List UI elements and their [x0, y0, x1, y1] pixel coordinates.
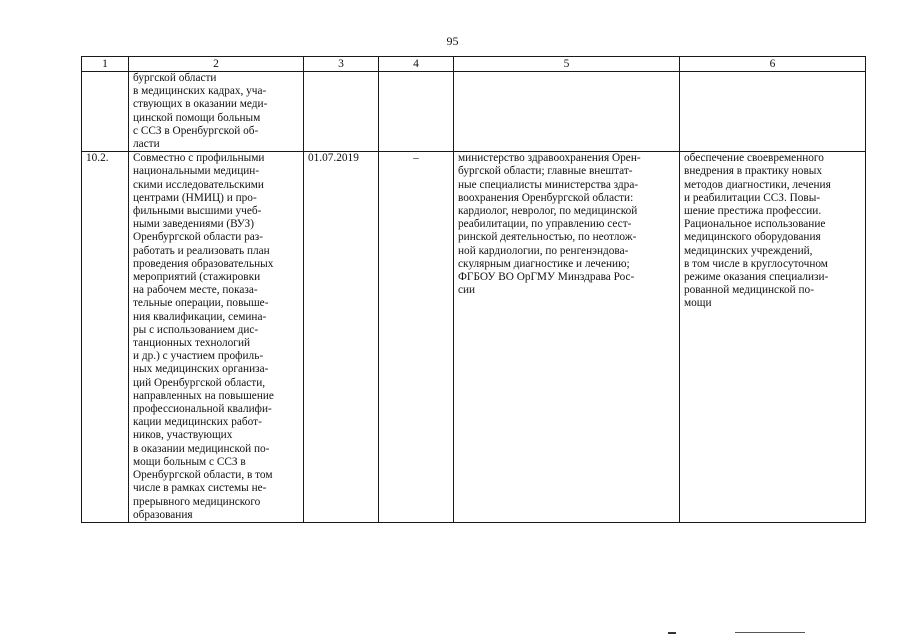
text-line: и реабилитации ССЗ. Повы-	[684, 191, 821, 204]
plan-table	[81, 56, 866, 523]
text-line: фильными высшими учеб-	[133, 205, 262, 218]
text-line: числе в рамках системы не-	[133, 482, 267, 495]
text-line: ринской деятельностью, по неотлож-	[458, 231, 637, 244]
table-row-continuation	[82, 72, 866, 152]
measure-description-cell	[129, 72, 304, 152]
text-line: бургской области; главные внештат-	[458, 165, 633, 178]
text-line: работать и реализовать план	[133, 244, 270, 257]
header-cell-5: 5	[454, 57, 680, 72]
scan-artifact-line	[735, 632, 805, 633]
column-4-cell: –	[379, 152, 454, 523]
text-line: бургской области	[133, 72, 217, 84]
header-cell-3: 3	[304, 57, 379, 72]
text-line: внедрения в практику новых	[684, 165, 823, 178]
text-line: ными заведениями (ВУЗ)	[133, 218, 254, 231]
text-line: ры с использованием дис-	[133, 323, 259, 336]
text-line: реабилитации, по управлению сест-	[458, 218, 632, 231]
text-line: мощи больным с ССЗ в	[133, 455, 246, 468]
text-line: министерство здравоохранения Орен-	[458, 152, 641, 165]
text-line: образования	[133, 508, 193, 521]
text-line: медицинских учреждений,	[684, 244, 813, 257]
text-line: ФГБОУ ВО ОрГМУ Минздрава Рос-	[458, 271, 635, 284]
text-line: скими исследовательскими	[133, 178, 264, 191]
expected-result-cell	[680, 72, 866, 152]
text-line: профессиональной квалифи-	[133, 403, 272, 416]
header-cell-6: 6	[680, 57, 866, 72]
text-line: и др.) с участием профиль-	[133, 350, 264, 363]
text-line: в медицинских кадрах, уча-	[133, 85, 267, 98]
text-line: кардиолог, невролог, по медицинской	[458, 205, 638, 218]
text-line: сии	[458, 284, 476, 297]
text-line: методов диагностики, лечения	[684, 178, 831, 191]
text-line: в том числе в круглосуточном	[684, 257, 828, 270]
table-row-10-2	[82, 152, 866, 523]
text-line: тельные операции, повыше-	[133, 297, 269, 310]
text-line: на рабочем месте, показа-	[133, 284, 258, 297]
responsible-cell	[454, 72, 680, 152]
text-line: цинской помощи больным	[133, 111, 261, 124]
text-line: Оренбургской области, в том	[133, 469, 273, 482]
text-line: ствующих в оказании меди-	[133, 98, 268, 111]
text-line: кации медицинских работ-	[133, 416, 262, 429]
text-line: рованной медицинской по-	[684, 284, 814, 297]
text-line: скулярным диагностике и лечению;	[458, 257, 630, 270]
responsible-cell	[454, 152, 680, 523]
text-line: танционных технологий	[133, 337, 251, 350]
row-number-cell: 10.2.	[82, 152, 129, 523]
text-line: воохранения Оренбургской области:	[458, 191, 634, 204]
deadline-cell: 01.07.2019	[304, 152, 379, 523]
text-line: обеспечение своевременного	[684, 152, 824, 165]
text-line: шение престижа профессии.	[684, 205, 822, 218]
expected-result-cell	[680, 152, 866, 523]
header-cell-1: 1	[82, 57, 129, 72]
text-line: направленных на повышение	[133, 389, 274, 402]
text-line: с ССЗ в Оренбургской об-	[133, 124, 259, 137]
text-line: ния квалификации, семина-	[133, 310, 267, 323]
header-cell-2: 2	[129, 57, 304, 72]
text-line: проведения образовательных	[133, 257, 274, 270]
deadline-cell	[304, 72, 379, 152]
text-line: ные специалисты министерства здра-	[458, 178, 639, 191]
page-number: 95	[446, 34, 459, 48]
table-header-row	[82, 57, 866, 72]
text-line: Оренбургской области раз-	[133, 231, 264, 244]
text-line: ласти	[133, 138, 160, 151]
row-number-cell	[82, 72, 129, 152]
text-line: ций Оренбургской области,	[133, 376, 266, 389]
text-line: прерывного медицинского	[133, 495, 261, 508]
header-cell-4: 4	[379, 57, 454, 72]
text-line: Совместно с профильными	[133, 152, 265, 165]
text-line: национальными медицин-	[133, 165, 260, 178]
measure-description-cell	[129, 152, 304, 523]
column-4-cell	[379, 72, 454, 152]
text-line: в оказании медицинской по-	[133, 442, 270, 455]
scan-artifact-mark	[668, 632, 676, 634]
text-line: медицинского оборудования	[684, 231, 821, 244]
text-line: ных медицинских организа-	[133, 363, 269, 376]
text-line: мощи	[684, 297, 712, 310]
text-line: центрами (НМИЦ) и про-	[133, 191, 257, 204]
text-line: ников, участвующих	[133, 429, 233, 442]
text-line: мероприятий (стажировки	[133, 271, 261, 284]
text-line: ной кардиологии, по ренгенэндова-	[458, 244, 629, 257]
text-line: режиме оказания специализи-	[684, 271, 829, 284]
text-line: Рациональное использование	[684, 218, 826, 231]
